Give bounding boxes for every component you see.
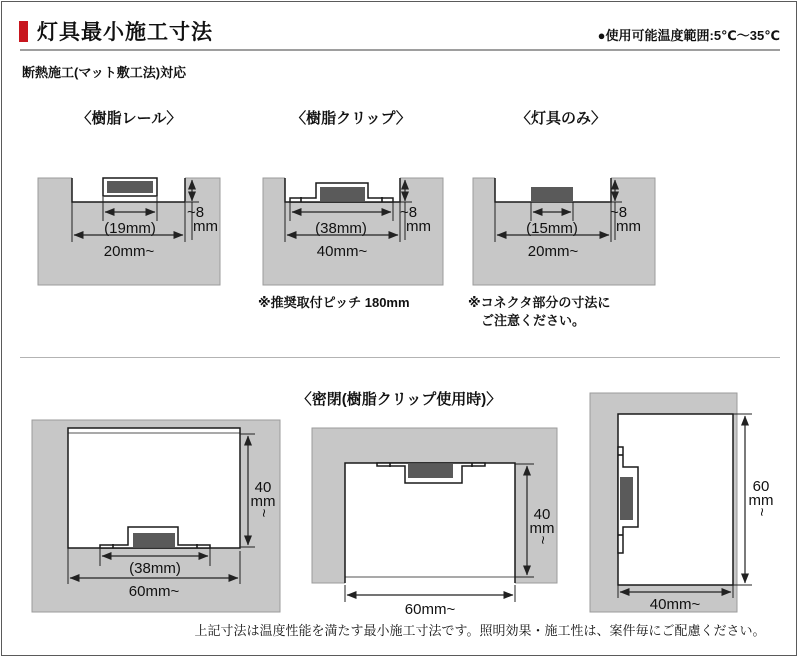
diagram-resin-rail xyxy=(30,176,240,294)
title-resin-rail: 〈樹脂レール〉 xyxy=(76,110,182,127)
section-divider xyxy=(20,357,780,358)
note-mounting-pitch: ※推奨取付ピッチ 180mm xyxy=(258,295,410,310)
light-fixture xyxy=(107,181,153,193)
light-fixture xyxy=(320,187,365,201)
inner-width-label: (38mm) xyxy=(129,560,181,577)
depth-unit: mm xyxy=(406,218,431,235)
depth-value: ~8 xyxy=(187,204,205,221)
height-unit: mm xyxy=(250,493,276,510)
inner-width-label: (38mm) xyxy=(315,220,367,237)
depth-unit: mm xyxy=(616,218,641,235)
diagram-resin-clip xyxy=(256,176,466,294)
accent-bar xyxy=(19,21,28,42)
footer-note: 上記寸法は温度性能を満たす最小施工寸法です。照明効果・施工性は、案件毎にご配慮ください。 xyxy=(194,623,766,638)
height-wave: ~ xyxy=(753,507,770,517)
height-value: 40 xyxy=(533,506,551,523)
light-fixture xyxy=(620,477,633,520)
page-title: 灯具最小施工寸法 xyxy=(37,21,213,44)
insulation-method-subtitle: 断熱施工(マット敷工法)対応 xyxy=(22,65,187,80)
height-unit: mm xyxy=(748,492,774,509)
header-rule xyxy=(20,49,780,51)
inner-width-label: (19mm) xyxy=(104,220,156,237)
temperature-range-note: ●使用可能温度範囲:5℃〜35℃ xyxy=(597,28,780,43)
outer-width-label: 60mm~ xyxy=(128,583,180,600)
height-value: 40 xyxy=(254,479,272,496)
height-wave: ~ xyxy=(255,508,272,518)
depth-unit: mm xyxy=(193,218,218,235)
light-fixture xyxy=(531,187,573,202)
title-resin-clip: 〈樹脂クリップ〉 xyxy=(291,110,411,127)
outer-width-label: 20mm~ xyxy=(527,243,579,260)
height-dimension xyxy=(733,414,774,585)
diagram-sealed-wall-mount xyxy=(584,390,798,620)
height-unit: mm xyxy=(529,520,555,537)
diagram-sealed-ceiling-mount xyxy=(306,420,566,620)
height-wave: ~ xyxy=(534,535,551,545)
sealed-section-title: 〈密閉(樹脂クリップ使用時)〉 xyxy=(296,391,502,408)
title-fixture-only: 〈灯具のみ〉 xyxy=(515,110,606,127)
outer-width-label: 40mm~ xyxy=(316,243,368,260)
depth-value: ~8 xyxy=(610,204,628,221)
outer-width-label: 40mm~ xyxy=(649,596,701,613)
note-connector-line1: ※コネクタ部分の寸法に xyxy=(468,295,611,310)
light-fixture xyxy=(408,464,453,478)
outer-width-label: 60mm~ xyxy=(404,601,456,618)
outer-width-dimension xyxy=(345,585,515,618)
light-fixture xyxy=(133,533,175,547)
outer-width-label: 20mm~ xyxy=(103,243,155,260)
inner-width-label: (15mm) xyxy=(526,220,578,237)
height-value: 60 xyxy=(752,478,770,495)
depth-value: ~8 xyxy=(400,204,418,221)
diagram-sealed-floor-mount xyxy=(24,416,284,616)
note-connector-line2: ご注意ください。 xyxy=(481,313,586,328)
diagram-fixture-only xyxy=(466,176,676,294)
